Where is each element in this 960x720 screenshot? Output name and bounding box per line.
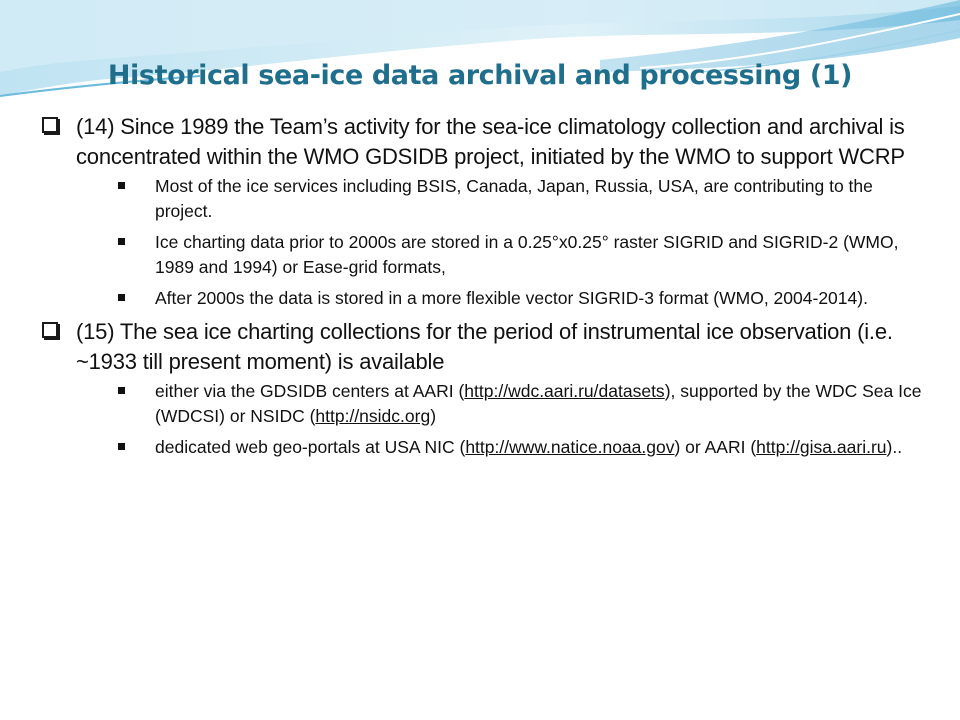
list-item [155, 174, 935, 224]
aari-datasets-link[interactable]: http://wdc.aari.ru/datasets [464, 381, 665, 401]
list-item [155, 435, 935, 460]
list-item-text: Ice charting data prior to 2000s are stored in a 0.25°x0.25° raster SIGRID and SIGRID-2 (WMO, 1989 and 1994) or Ease-grid formats, [155, 232, 899, 277]
natice-link[interactable]: http://www.natice.noaa.gov [465, 437, 675, 457]
text-fragment: ) [430, 406, 437, 426]
sub-list [40, 174, 935, 311]
section-14 [40, 112, 935, 311]
square-bullet-icon [118, 443, 125, 450]
square-bullet-icon [118, 238, 125, 245]
text-fragment: dedicated web geo-portals at USA NIC ( [155, 437, 466, 457]
text-fragment: ), supported by the WDC Sea Ice (WDCSI) or NSIDC ( [155, 381, 922, 426]
section-text: (15) The sea ice charting collections for the period of instrumental ice observation (i.e. ~1933 till present moment) is available [76, 319, 893, 374]
list-item [155, 230, 935, 280]
text-fragment: either via the GDSIDB centers at AARI ( [155, 381, 465, 401]
list-item [155, 379, 935, 429]
nsidc-link[interactable]: http://nsidc.org [315, 406, 431, 426]
slide-title: Historical sea-ice data archival and processing (1) [107, 60, 853, 91]
list-item-text: Most of the ice services including BSIS, Canada, Japan, Russia, USA, are contributing to the project. [155, 176, 873, 221]
text-fragment: ) or AARI ( [674, 437, 757, 457]
text-fragment: ).. [886, 437, 903, 457]
square-bullet-icon [118, 387, 125, 394]
list-item-text: After 2000s the data is stored in a more flexible vector SIGRID-3 format (WMO, 2004-2014). [155, 288, 868, 308]
checkbox-bullet-icon [42, 322, 58, 338]
section-text: (14) Since 1989 the Team’s activity for the sea-ice climatology collection and archival is concentrated within the WMO GDSIDB project, initiated by the WMO to support WCRP [76, 114, 905, 169]
sub-list [40, 379, 935, 460]
checkbox-bullet-icon [42, 117, 58, 133]
gisa-aari-link[interactable]: http://gisa.aari.ru [756, 437, 887, 457]
list-item [155, 286, 935, 311]
section-15 [40, 317, 935, 460]
list-item-text [155, 381, 921, 426]
slide-content [40, 112, 935, 466]
square-bullet-icon [118, 182, 125, 189]
square-bullet-icon [118, 294, 125, 301]
list-item-text [155, 437, 902, 457]
